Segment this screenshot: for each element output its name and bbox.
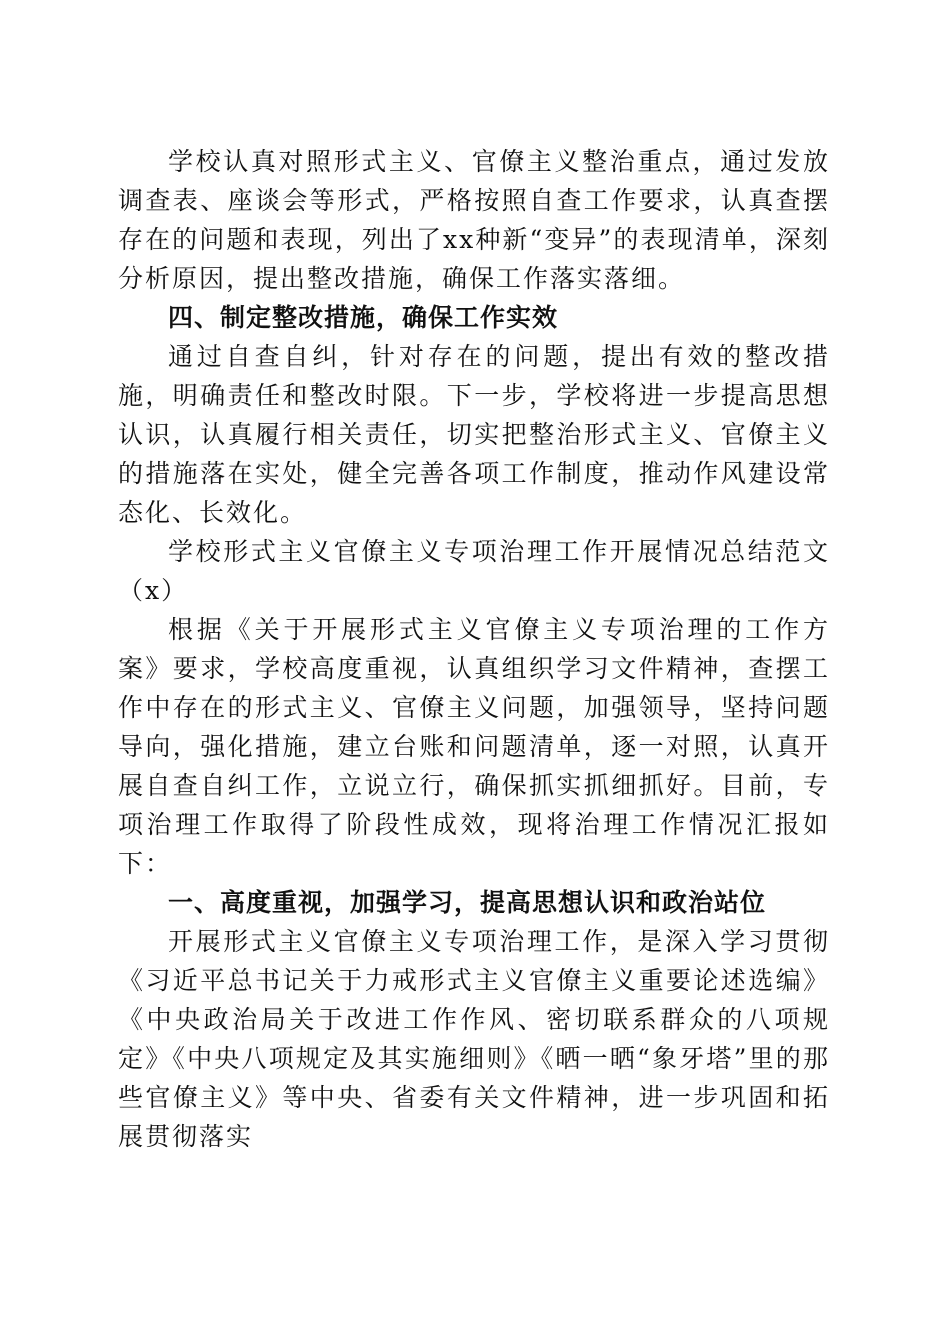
- section-heading-study: 一、高度重视，加强学习，提高思想认识和政治站位: [168, 888, 767, 917]
- document-body: [118, 142, 830, 1156]
- paragraph-study: 开展形式主义官僚主义专项治理工作，是深入学习贯彻《习近平总书记关于力戒形式主义官僚主义重要论述选编》《中央政治局关于改进工作作风、密切联系群众的八项规定》《中央八项规定及其实施细则》《晒一晒“象牙塔”里的那些官僚主义》等中央、省委有关文件精神，进一步巩固和拓展贯彻落实: [118, 927, 830, 1151]
- section-heading-rectification: 四、制定整改措施，确保工作实效: [168, 303, 559, 332]
- paragraph-rectification: 通过自查自纠，针对存在的问题，提出有效的整改措施，明确责任和整改时限。下一步，学校将进一步提高思想认识，认真履行相关责任，切实把整治形式主义、官僚主义的措施落在实处，健全完善各项工作制度，推动作风建设常态化、长效化。: [118, 342, 830, 527]
- paragraph-self-check: 学校认真对照形式主义、官僚主义整治重点，通过发放调查表、座谈会等形式，严格按照自查工作要求，认真查摆存在的问题和表现，列出了xx种新“变异”的表现清单，深刻分析原因，提出整改措施，确保工作落实落细。: [118, 147, 830, 293]
- sample-title: 学校形式主义官僚主义专项治理工作开展情况总结范文（x）: [118, 537, 830, 605]
- paragraph-introduction: 根据《关于开展形式主义官僚主义专项治理的工作方案》要求，学校高度重视，认真组织学习文件精神，查摆工作中存在的形式主义、官僚主义问题，加强领导，坚持问题导向，强化措施，建立台账和问题清单，逐一对照，认真开展自查自纠工作，立说立行，确保抓实抓细抓好。目前，专项治理工作取得了阶段性成效，现将治理工作情况汇报如下：: [118, 615, 830, 878]
